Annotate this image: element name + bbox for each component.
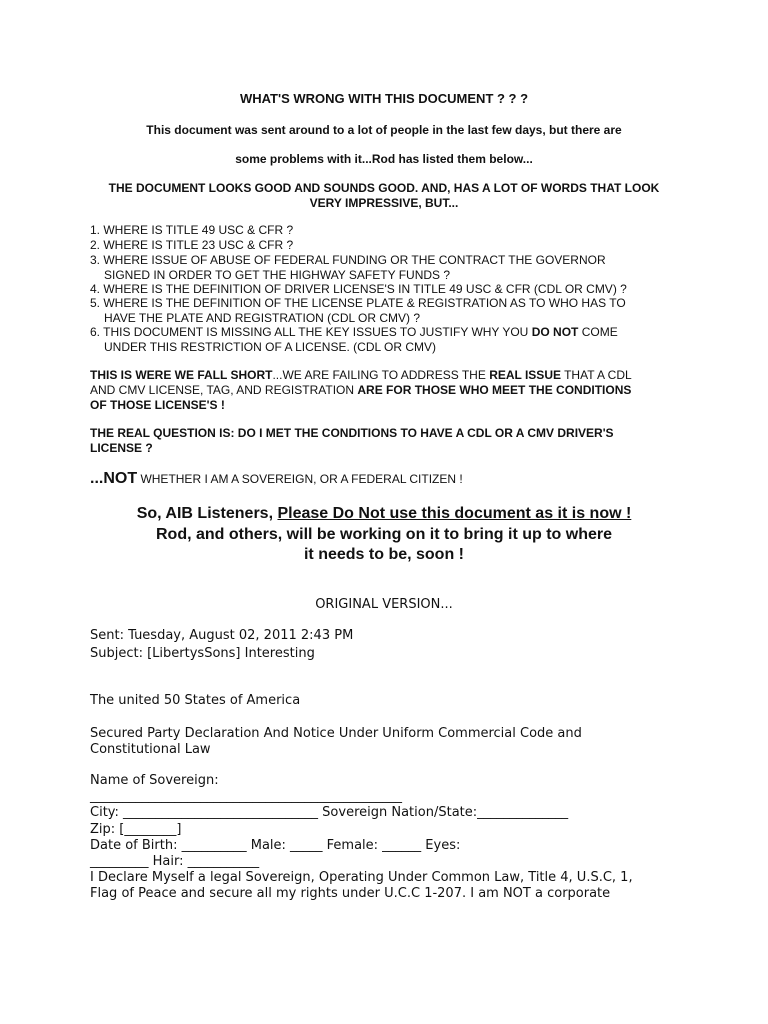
email-subject: Subject: [LibertysSons] Interesting — [90, 646, 315, 661]
issue-2: 2. WHERE IS TITLE 23 USC & CFR ? — [90, 238, 294, 252]
aib-line-2: Rod, and others, will be working on it to bring it up to where — [156, 526, 612, 543]
issue-6-text: 6. THIS DOCUMENT IS MISSING ALL THE KEY ISSUES TO JUSTIFY WHY YOU — [90, 325, 532, 339]
issue-1: 1. WHERE IS TITLE 49 USC & CFR ? — [90, 223, 294, 237]
not-line-text: WHETHER I AM A SOVEREIGN, OR A FEDERAL CITIZEN ! — [137, 472, 463, 486]
declaration-title-1: Secured Party Declaration And Notice Under Uniform Commercial Code and — [90, 726, 582, 741]
city-line: City: ______________________________ Sovereign Nation/State:______________ — [90, 805, 569, 820]
intro-line-1: This document was sent around to a lot of people in the last few days, but there are — [146, 123, 622, 137]
issue-5: 5. WHERE IS THE DEFINITION OF THE LICENSE PLATE & REGISTRATION AS TO WHO HAS TO — [90, 296, 626, 310]
email-sent: Sent: Tuesday, August 02, 2011 2:43 PM — [90, 628, 354, 643]
issue-5-cont: HAVE THE PLATE AND REGISTRATION (CDL OR CMV) ? — [104, 311, 421, 325]
dob-line: Date of Birth: __________ Male: _____ Female: ______ Eyes: — [90, 838, 461, 853]
looks-good-line-1: THE DOCUMENT LOOKS GOOD AND SOUNDS GOOD. AND, HAS A LOT OF WORDS THAT LOOK — [108, 181, 660, 195]
conditions-bold: ARE FOR THOSE WHO MEET THE CONDITIONS — [357, 383, 632, 397]
zip-line: Zip: [________] — [90, 822, 182, 837]
declare-line-2: Flag of Peace and secure all my rights under U.C.C 1-207. I am NOT a corporate — [90, 886, 611, 901]
fall-short-bold: THIS IS WERE WE FALL SHORT — [90, 368, 273, 382]
fall-short-line-3: OF THOSE LICENSE'S ! — [90, 398, 225, 412]
issue-6 — [90, 325, 618, 339]
aib-line-3: it needs to be, soon ! — [303, 546, 464, 563]
looks-good-line-2: VERY IMPRESSIVE, BUT... — [309, 196, 459, 210]
aib-warning-underlined: Please Do Not use this document as it is now ! — [277, 505, 632, 522]
declare-line-1: I Declare Myself a legal Sovereign, Operating Under Common Law, Title 4, U.S.C, 1, — [90, 870, 633, 885]
not-emphasis: ...NOT — [90, 470, 138, 487]
issue-6-text-end: COME — [578, 325, 618, 339]
original-version-heading: ORIGINAL VERSION... — [315, 597, 453, 612]
real-question-line-2: LICENSE ? — [90, 441, 153, 455]
document-title: WHAT'S WRONG WITH THIS DOCUMENT ? ? ? — [239, 91, 529, 106]
hair-line: _________ Hair: ___________ — [90, 854, 260, 869]
fall-short-line-2 — [90, 383, 631, 397]
issue-4: 4. WHERE IS THE DEFINITION OF DRIVER LICENSE'S IN TITLE 49 USC & CFR (CDL OR CMV) ? — [90, 282, 627, 296]
issue-3-cont: SIGNED IN ORDER TO GET THE HIGHWAY SAFETY FUNDS ? — [104, 268, 451, 282]
issue-3: 3. WHERE ISSUE OF ABUSE OF FEDERAL FUNDING OR THE CONTRACT THE GOVERNOR — [90, 253, 606, 267]
states-line: The united 50 States of America — [90, 693, 301, 708]
not-line — [90, 470, 463, 488]
name-blank: ________________________________________________ — [90, 789, 402, 804]
intro-line-2: some problems with it...Rod has listed them below... — [235, 152, 533, 166]
fall-short-line-1 — [90, 368, 632, 382]
fall-short-text-end: THAT A CDL — [560, 368, 632, 382]
declaration-title-2: Constitutional Law — [90, 742, 211, 757]
aib-line-1 — [0, 505, 768, 523]
issue-6-cont: UNDER THIS RESTRICTION OF A LICENSE. (CDL OR CMV) — [104, 340, 437, 354]
real-question-line-1: THE REAL QUESTION IS: DO I MET THE CONDITIONS TO HAVE A CDL OR A CMV DRIVER'S — [90, 426, 614, 440]
fall-short-text-2: AND CMV LICENSE, TAG, AND REGISTRATION — [90, 383, 358, 397]
issue-6-emphasis: DO NOT — [531, 325, 579, 339]
name-label: Name of Sovereign: — [90, 773, 219, 788]
aib-line-1-text: So, AIB Listeners, — [136, 505, 278, 522]
real-issue-bold: REAL ISSUE — [489, 368, 561, 382]
fall-short-text: ...WE ARE FAILING TO ADDRESS THE — [272, 368, 490, 382]
